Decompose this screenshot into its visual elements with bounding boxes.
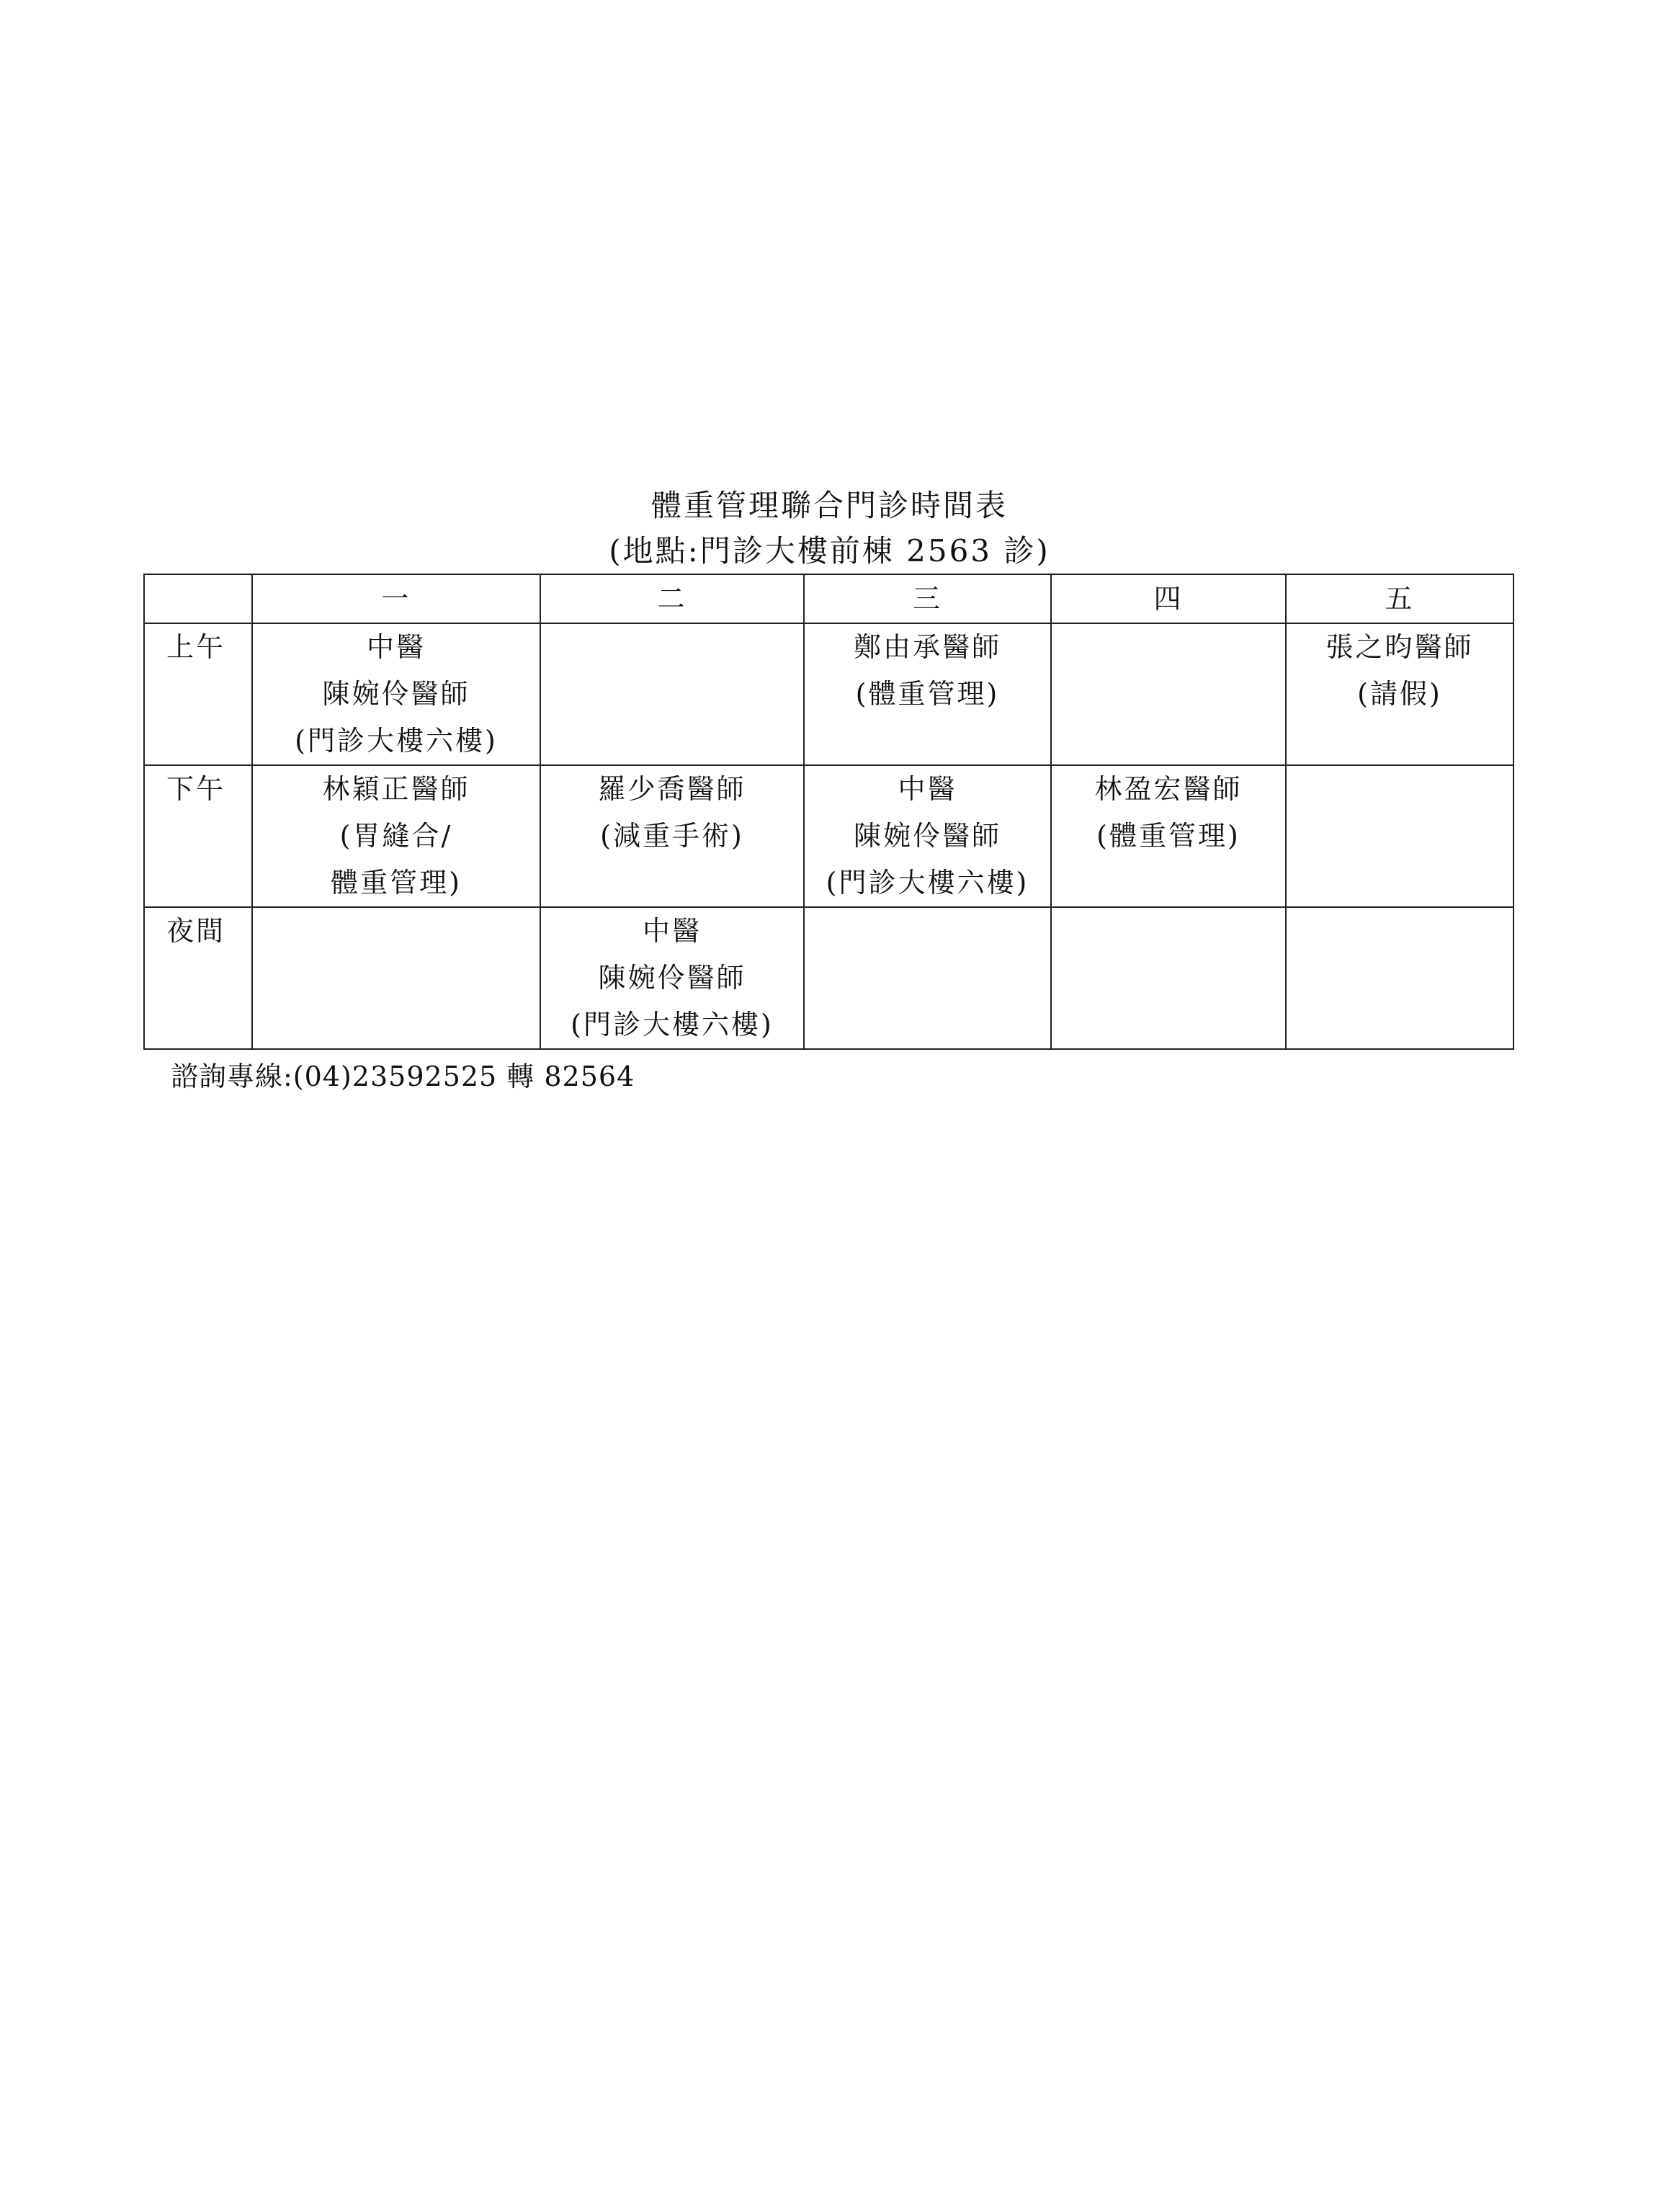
schedule-cell — [1051, 765, 1286, 907]
cell-line: 中醫 — [366, 631, 426, 663]
schedule-cell — [252, 623, 540, 765]
clinic-schedule-table — [143, 574, 1514, 1050]
schedule-cell-empty — [1286, 907, 1513, 1049]
row-morning — [144, 623, 1513, 765]
cell-line: 林盈宏醫師 — [1094, 773, 1243, 805]
schedule-cell-empty — [804, 907, 1051, 1049]
cell-line: 羅少喬醫師 — [598, 773, 746, 805]
day-header-tue: 二 — [540, 574, 804, 623]
day-header-thu: 四 — [1051, 574, 1286, 623]
schedule-cell — [540, 765, 804, 907]
cell-line: 體重管理) — [331, 867, 462, 898]
period-label: 下午 — [144, 765, 252, 907]
schedule-cell — [804, 623, 1051, 765]
corner-cell — [144, 574, 252, 623]
row-night — [144, 907, 1513, 1049]
document-title: 體重管理聯合門診時間表 — [650, 488, 1008, 523]
cell-line: 張之昀醫師 — [1325, 631, 1474, 663]
cell-line: 陳婉伶醫師 — [598, 962, 746, 994]
cell-line: 陳婉伶醫師 — [853, 820, 1001, 852]
contact-hotline: 諮詢專線:(04)23592525 轉 82564 — [171, 1061, 635, 1092]
row-afternoon — [144, 765, 1513, 907]
schedule-cell — [252, 765, 540, 907]
schedule-cell — [540, 907, 804, 1049]
cell-line: (體重管理) — [855, 678, 1000, 710]
cell-line: (體重管理) — [1096, 820, 1240, 852]
period-label: 夜間 — [144, 907, 252, 1049]
cell-line: (門診大樓六樓) — [295, 725, 498, 757]
schedule-cell-empty — [1286, 765, 1513, 907]
day-header-fri: 五 — [1286, 574, 1513, 623]
schedule-cell — [804, 765, 1051, 907]
cell-line: (門診大樓六樓) — [826, 867, 1029, 898]
schedule-cell-empty — [1051, 623, 1286, 765]
cell-line: (門診大樓六樓) — [571, 1009, 774, 1040]
cell-line: 陳婉伶醫師 — [322, 678, 470, 710]
document-subtitle: (地點:門診大樓前棟 2563 診) — [609, 533, 1050, 568]
header-row — [144, 574, 1513, 623]
schedule-cell-empty — [540, 623, 804, 765]
cell-line: 林穎正醫師 — [322, 773, 470, 805]
cell-line: 中醫 — [642, 915, 702, 947]
cell-line: (胃縫合/ — [339, 820, 453, 852]
cell-line: 鄭由承醫師 — [853, 631, 1001, 663]
day-header-wed: 三 — [804, 574, 1051, 623]
schedule-cell-empty — [252, 907, 540, 1049]
period-label: 上午 — [144, 623, 252, 765]
cell-line: (減重手術) — [600, 820, 744, 852]
schedule-cell-empty — [1051, 907, 1286, 1049]
schedule-cell — [1286, 623, 1513, 765]
day-header-mon: 一 — [252, 574, 540, 623]
cell-line: (請假) — [1357, 678, 1442, 710]
cell-line: 中醫 — [898, 773, 957, 805]
